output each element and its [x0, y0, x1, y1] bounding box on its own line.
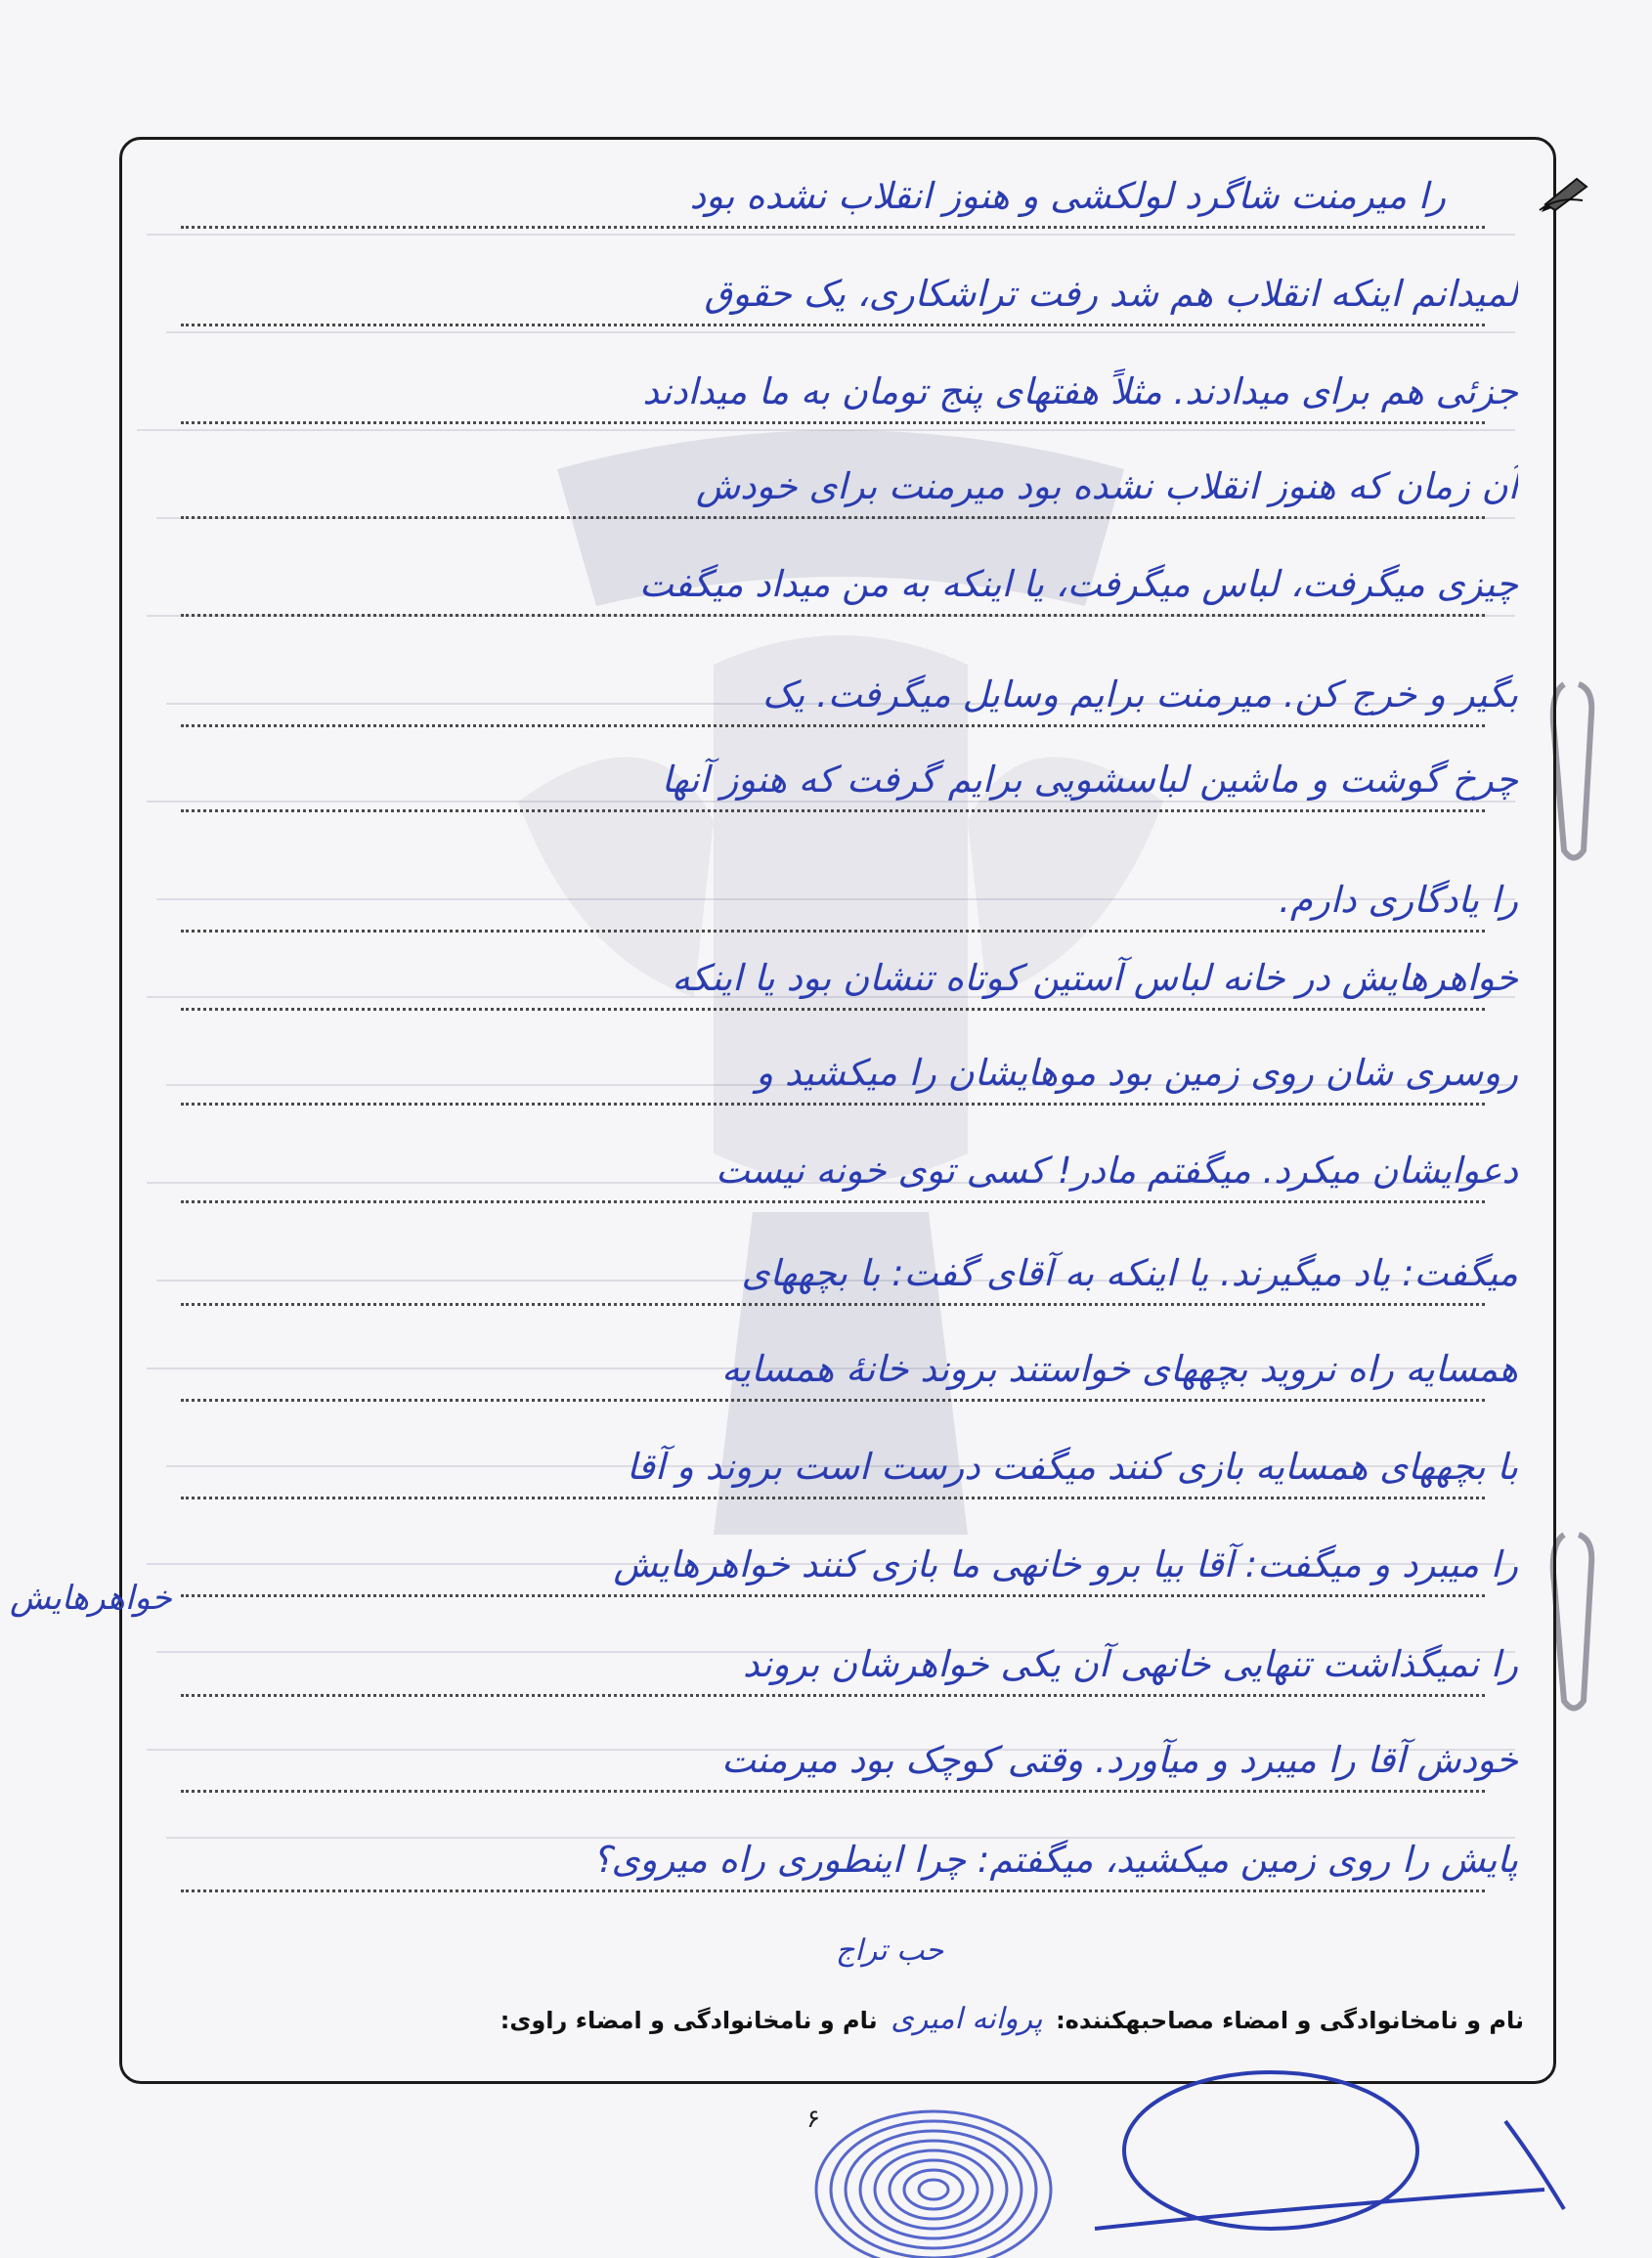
handwritten-line: آن زمان که هنوز انقلاب نشده بود میرمنت برای خودش: [695, 465, 1518, 507]
interviewer-signature-handwritten: حب تراج: [836, 1933, 944, 1968]
page-number: ۶: [806, 2105, 820, 2134]
interviewer-label: نام و نامخانوادگی و امضاء مصاحبهکننده:: [1056, 2007, 1524, 2034]
handwritten-line: را میرمنت شاگرد لولکشی و هنوز انقلاب نشده بود: [689, 175, 1446, 217]
handwritten-line: را نمیگذاشت تنهایی خانهی آن یکی خواهرشان بروند: [742, 1643, 1518, 1685]
narrator-label: نام و نامخانوادگی و امضاء راوی:: [500, 2007, 878, 2034]
handwritten-line: چرخ گوشت و ماشین لباسشویی برایم گرفت که هنوز آنها: [661, 759, 1518, 801]
handwritten-line: روسری شان روی زمین بود موهایشان را میکشید و: [756, 1052, 1518, 1094]
handwritten-line: را یادگاری دارم.: [1279, 879, 1518, 921]
handwritten-line: لمیدانم اینکه انقلاب هم شد رفت تراشکاری، یک حقوق: [704, 273, 1518, 315]
handwritten-line: جزئی هم برای میدادند. مثلاً هفتهای پنج تومان به ما میدادند: [642, 370, 1518, 413]
handwritten-line: با بچههای همسایه بازی کنند میگفت درست است بروند و آقا: [627, 1446, 1518, 1488]
signature-icon: [1075, 2063, 1584, 2248]
handwritten-line: خودش آقا را میبرد و میآورد. وقتی کوچک بود میرمنت: [721, 1739, 1518, 1781]
interviewer-name: پروانه امیری: [891, 2002, 1043, 2036]
handwritten-line: چیزی میگرفت، لباس میگرفت، یا اینکه به من میداد میگفت: [638, 563, 1518, 605]
handwritten-line: بگیر و خرج کن. میرمنت برایم وسایل میگرفت. یک: [761, 673, 1518, 716]
handwritten-line: همسایه راه نروید بچههای خواستند بروند خانهٔ همسایه: [721, 1348, 1518, 1390]
margin-note-left: خواهرهایش: [10, 1579, 172, 1618]
pen-icon: [1538, 171, 1596, 212]
fingerprint-icon: [802, 2082, 1065, 2258]
handwritten-line: خواهرهایش در خانه لباس آستین کوتاه تنشان بود یا اینکه: [672, 957, 1518, 999]
handwritten-line: پایش را روی زمین میکشید، میگفتم: چرا اینطوری راه میروی؟: [591, 1839, 1518, 1881]
handwritten-line: دعوایشان میکرد. میگفتم مادر! کسی توی خونه نیست: [715, 1150, 1518, 1192]
handwritten-line: را میبرد و میگفت: آقا بیا برو خانهی ما بازی کنند خواهرهایش: [613, 1543, 1518, 1585]
signature-footer: [152, 2002, 1524, 2051]
page-frame: [119, 137, 1556, 2084]
handwritten-line: میگفت: یاد میگیرند. یا اینکه به آقای گفت: با بچههای: [741, 1252, 1518, 1294]
